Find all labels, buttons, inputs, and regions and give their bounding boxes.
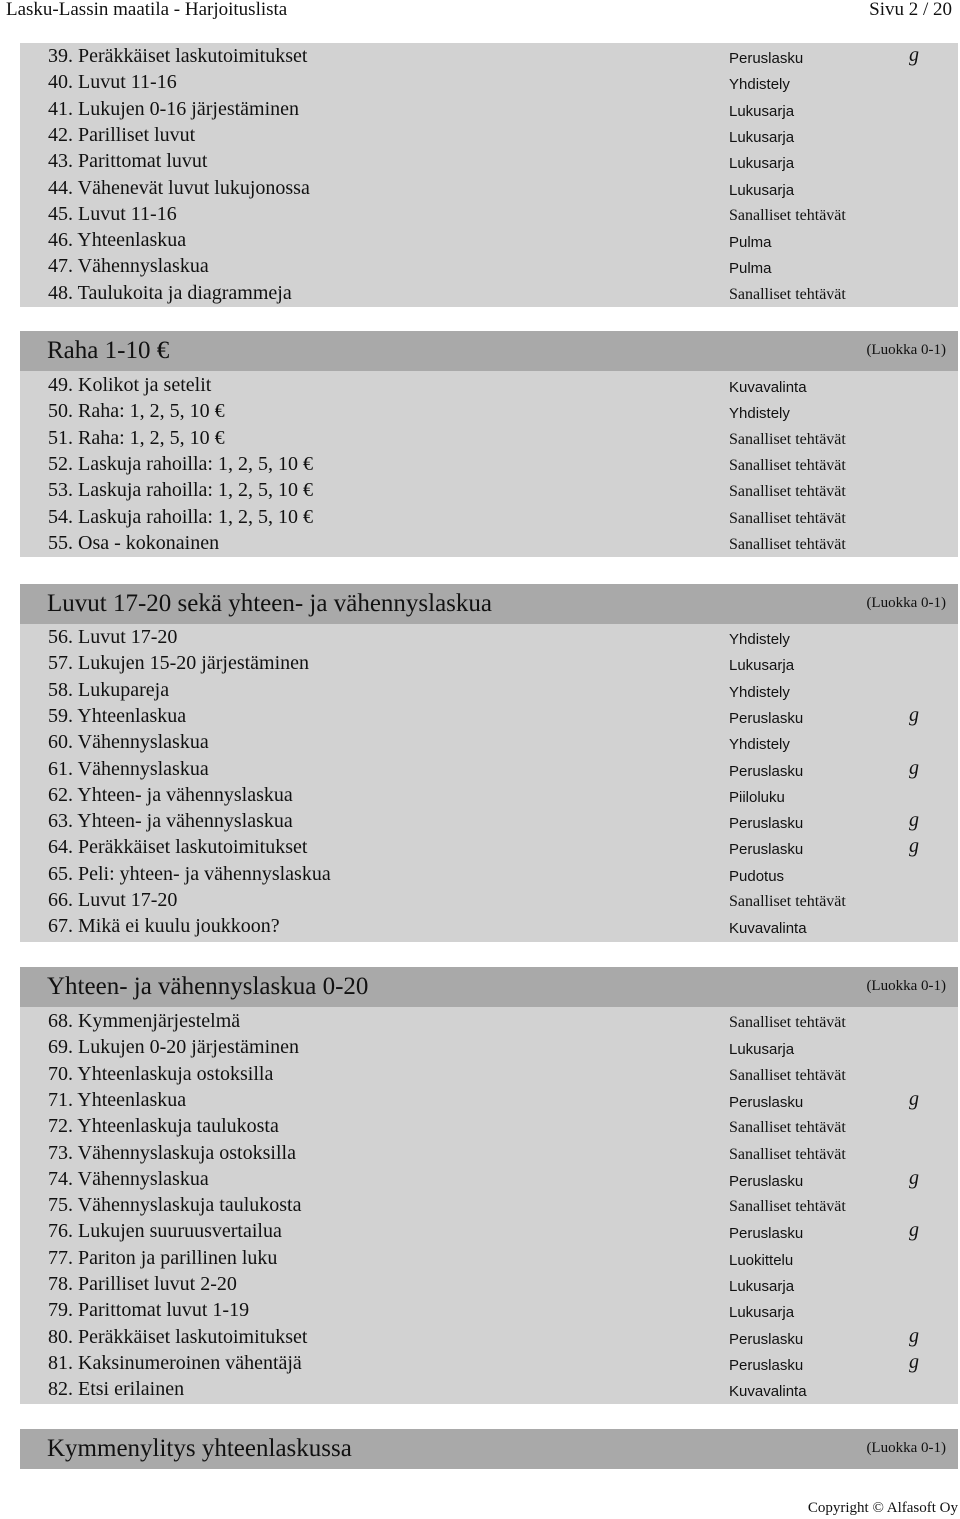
exercise-marker: g xyxy=(909,835,919,858)
exercise-name: 40. Luvut 11-16 xyxy=(48,71,177,94)
exercise-marker: g xyxy=(909,44,919,66)
exercise-row[interactable] xyxy=(48,1168,948,1194)
exercise-name: 78. Parilliset luvut 2-20 xyxy=(48,1273,237,1295)
exercise-row[interactable] xyxy=(48,784,948,810)
exercise-name: 66. Luvut 17-20 xyxy=(48,889,178,911)
exercise-name: 57. Lukujen 15-20 järjestäminen xyxy=(48,652,310,675)
exercise-name: 75. Vähennyslaskuja taulukosta xyxy=(48,1194,302,1217)
exercise-type: Yhdistely xyxy=(729,631,790,648)
exercise-row[interactable] xyxy=(48,1326,948,1352)
exercise-row[interactable] xyxy=(48,758,948,784)
grade-label: (Luokka 0-1) xyxy=(866,1440,946,1456)
exercise-row[interactable] xyxy=(48,479,948,505)
exercise-row[interactable] xyxy=(48,652,948,678)
exercise-row[interactable] xyxy=(48,1194,948,1220)
exercise-name: 71. Yhteenlaskua xyxy=(48,1088,187,1111)
exercise-row[interactable] xyxy=(48,1299,948,1325)
exercise-type: Peruslasku xyxy=(729,1093,804,1111)
exercise-row[interactable] xyxy=(48,705,948,731)
exercise-name: 52. Laskuja rahoilla: 1, 2, 5, 10 € xyxy=(48,452,313,475)
exercise-type: Sanalliset tehtävät xyxy=(729,509,846,527)
section-title-bar xyxy=(20,967,958,1007)
exercise-row[interactable] xyxy=(48,98,948,124)
exercise-type: Sanalliset tehtävät xyxy=(729,456,846,474)
exercise-name: 54. Laskuja rahoilla: 1, 2, 5, 10 € xyxy=(48,505,313,528)
exercise-row[interactable] xyxy=(48,1142,948,1168)
copyright-footer: Copyright © Alfasoft Oy xyxy=(807,1500,958,1516)
exercise-type: Pudotus xyxy=(729,867,785,885)
section-title-bar xyxy=(20,584,958,624)
exercise-row[interactable] xyxy=(48,45,948,71)
exercise-type: Yhdistely xyxy=(729,683,790,701)
exercise-type: Kuvavalinta xyxy=(729,1383,807,1401)
exercise-row[interactable] xyxy=(48,506,948,532)
exercise-name: 77. Pariton ja parillinen luku xyxy=(48,1246,278,1269)
exercise-name: 49. Kolikot ja setelit xyxy=(48,374,212,396)
exercise-marker: g xyxy=(909,1087,919,1110)
exercise-row[interactable] xyxy=(48,679,948,705)
document-title: Lasku-Lassin maatila - Harjoituslista xyxy=(6,0,288,20)
section-title: Raha 1-10 € xyxy=(47,337,170,364)
exercise-marker: g xyxy=(909,1350,919,1373)
exercise-row[interactable] xyxy=(48,1273,948,1299)
page-header xyxy=(0,0,960,22)
exercise-row[interactable] xyxy=(48,400,948,426)
exercise-row[interactable] xyxy=(48,1247,948,1273)
exercise-type: Yhdistely xyxy=(729,736,790,754)
exercise-row[interactable] xyxy=(48,229,948,255)
exercise-type: Lukusarja xyxy=(729,155,795,173)
exercise-row[interactable] xyxy=(48,889,948,915)
exercise-row[interactable] xyxy=(48,1089,948,1115)
exercise-name: 61. Vähennyslaskua xyxy=(48,757,209,780)
exercise-row[interactable] xyxy=(48,1010,948,1036)
exercise-type: Kuvavalinta xyxy=(729,920,807,938)
exercise-type: Lukusarja xyxy=(729,181,795,199)
exercise-name: 67. Mikä ei kuulu joukkoon? xyxy=(48,915,280,938)
exercise-name: 46. Yhteenlaskua xyxy=(48,229,187,252)
exercise-name: 73. Vähennyslaskuja ostoksilla xyxy=(48,1141,296,1164)
exercise-row[interactable] xyxy=(48,177,948,203)
exercise-name: 47. Vähennyslaskua xyxy=(48,255,209,278)
exercise-type: Sanalliset tehtävät xyxy=(729,206,846,224)
exercise-name: 68. Kymmenjärjestelmä xyxy=(48,1010,241,1032)
exercise-name: 64. Peräkkäiset laskutoimitukset xyxy=(48,836,308,859)
exercise-type: Pulma xyxy=(729,234,772,252)
exercise-row[interactable] xyxy=(48,124,948,150)
exercise-type: Peruslasku xyxy=(729,50,804,67)
exercise-name: 69. Lukujen 0-20 järjestäminen xyxy=(48,1036,300,1059)
exercise-name: 39. Peräkkäiset laskutoimitukset xyxy=(48,45,308,67)
exercise-name: 59. Yhteenlaskua xyxy=(48,704,187,727)
exercise-row[interactable] xyxy=(48,731,948,757)
exercise-marker: g xyxy=(909,756,919,779)
exercise-type: Yhdistely xyxy=(729,405,790,423)
exercise-name: 81. Kaksinumeroinen vähentäjä xyxy=(48,1351,302,1374)
exercise-row[interactable] xyxy=(48,203,948,229)
exercise-name: 63. Yhteen- ja vähennyslaskua xyxy=(48,810,293,833)
exercise-type: Sanalliset tehtävät xyxy=(729,893,846,910)
exercise-row[interactable] xyxy=(48,810,948,836)
exercise-type: Lukusarja xyxy=(729,102,795,120)
exercise-name: 82. Etsi erilainen xyxy=(48,1378,185,1401)
exercise-name: 79. Parittomat luvut 1-19 xyxy=(48,1299,250,1322)
exercise-type: Peruslasku xyxy=(729,709,804,727)
exercise-type: Piiloluku xyxy=(729,788,785,806)
exercise-row[interactable] xyxy=(48,150,948,176)
page-number: Sivu 2 / 20 xyxy=(869,0,952,20)
exercise-row[interactable] xyxy=(48,71,948,97)
exercise-name: 51. Raha: 1, 2, 5, 10 € xyxy=(48,426,225,449)
exercise-row[interactable] xyxy=(48,863,948,889)
exercise-row[interactable] xyxy=(48,374,948,400)
exercise-type: Lukusarja xyxy=(729,1304,795,1322)
exercise-name: 48. Taulukoita ja diagrammeja xyxy=(48,281,292,304)
exercise-name: 72. Yhteenlaskuja taulukosta xyxy=(48,1115,279,1138)
exercise-row[interactable] xyxy=(48,1115,948,1141)
section-title: Yhteen- ja vähennyslaskua 0-20 xyxy=(47,973,369,1000)
section-title-bar xyxy=(20,331,958,371)
exercise-type: Sanalliset tehtävät xyxy=(729,285,846,303)
exercise-row[interactable] xyxy=(48,1352,948,1378)
exercise-name: 60. Vähennyslaskua xyxy=(48,731,209,754)
exercise-row[interactable] xyxy=(48,427,948,453)
exercise-type: Sanalliset tehtävät xyxy=(729,430,846,448)
exercise-type: Lukusarja xyxy=(729,657,795,675)
exercise-type: Peruslasku xyxy=(729,1356,804,1374)
exercise-row[interactable] xyxy=(48,915,948,941)
exercise-name: 56. Luvut 17-20 xyxy=(48,626,178,648)
section-title: Luvut 17-20 sekä yhteen- ja vähennyslaskua xyxy=(47,590,493,617)
exercise-name: 43. Parittomat luvut xyxy=(48,150,208,173)
exercise-row[interactable] xyxy=(48,1220,948,1246)
exercise-marker: g xyxy=(909,809,919,832)
exercise-type: Lukusarja xyxy=(729,128,795,146)
exercise-type: Luokittelu xyxy=(729,1251,794,1269)
exercise-type: Sanalliset tehtävät xyxy=(729,1014,846,1031)
exercise-name: 76. Lukujen suuruusvertailua xyxy=(48,1220,282,1243)
exercise-name: 62. Yhteen- ja vähennyslaskua xyxy=(48,783,293,806)
exercise-marker: g xyxy=(909,1166,919,1189)
section-title-bar xyxy=(20,1429,958,1469)
grade-label: (Luokka 0-1) xyxy=(866,595,946,611)
exercise-row[interactable] xyxy=(48,1378,948,1404)
exercise-row[interactable] xyxy=(48,1036,948,1062)
exercise-type: Sanalliset tehtävät xyxy=(729,1119,846,1137)
exercise-row[interactable] xyxy=(48,1063,948,1089)
exercise-type: Sanalliset tehtävät xyxy=(729,1066,846,1084)
exercise-type: Yhdistely xyxy=(729,76,790,94)
exercise-row[interactable] xyxy=(48,255,948,281)
exercise-row[interactable] xyxy=(48,532,948,558)
exercise-name: 45. Luvut 11-16 xyxy=(48,202,177,225)
exercise-marker: g xyxy=(909,1219,919,1242)
exercise-marker: g xyxy=(909,1324,919,1347)
exercise-type: Lukusarja xyxy=(729,1278,795,1295)
exercise-type: Sanalliset tehtävät xyxy=(729,535,846,553)
exercise-name: 41. Lukujen 0-16 järjestäminen xyxy=(48,97,300,120)
exercise-row[interactable] xyxy=(48,836,948,862)
grade-label: (Luokka 0-1) xyxy=(866,342,946,358)
grade-label: (Luokka 0-1) xyxy=(866,978,946,994)
exercise-name: 70. Yhteenlaskuja ostoksilla xyxy=(48,1062,274,1085)
exercise-name: 55. Osa - kokonainen xyxy=(48,531,220,554)
exercise-row[interactable] xyxy=(48,453,948,479)
exercise-type: Peruslasku xyxy=(729,1330,804,1348)
exercise-type: Sanalliset tehtävät xyxy=(729,1145,846,1163)
exercise-type: Peruslasku xyxy=(729,841,804,859)
exercise-name: 80. Peräkkäiset laskutoimitukset xyxy=(48,1325,308,1348)
exercise-type: Peruslasku xyxy=(729,1225,804,1243)
section-title: Kymmenylitys yhteenlaskussa xyxy=(47,1435,352,1462)
exercise-type: Peruslasku xyxy=(729,815,804,833)
exercise-type: Peruslasku xyxy=(729,762,804,780)
exercise-name: 74. Vähennyslaskua xyxy=(48,1167,209,1190)
exercise-type: Sanalliset tehtävät xyxy=(729,483,846,501)
exercise-name: 42. Parilliset luvut xyxy=(48,123,196,146)
exercise-type: Lukusarja xyxy=(729,1041,795,1059)
exercise-name: 44. Vähenevät luvut lukujonossa xyxy=(48,176,310,199)
exercise-row[interactable] xyxy=(48,626,948,652)
exercise-marker: g xyxy=(909,703,919,726)
exercise-name: 50. Raha: 1, 2, 5, 10 € xyxy=(48,400,225,423)
exercise-name: 53. Laskuja rahoilla: 1, 2, 5, 10 € xyxy=(48,479,313,502)
exercise-type: Kuvavalinta xyxy=(729,379,807,396)
exercise-type: Sanalliset tehtävät xyxy=(729,1198,846,1216)
exercise-name: 65. Peli: yhteen- ja vähennyslaskua xyxy=(48,862,331,885)
exercise-row[interactable] xyxy=(48,282,948,308)
exercise-name: 58. Lukupareja xyxy=(48,678,170,701)
exercise-type: Pulma xyxy=(729,260,772,278)
exercise-type: Peruslasku xyxy=(729,1172,804,1190)
